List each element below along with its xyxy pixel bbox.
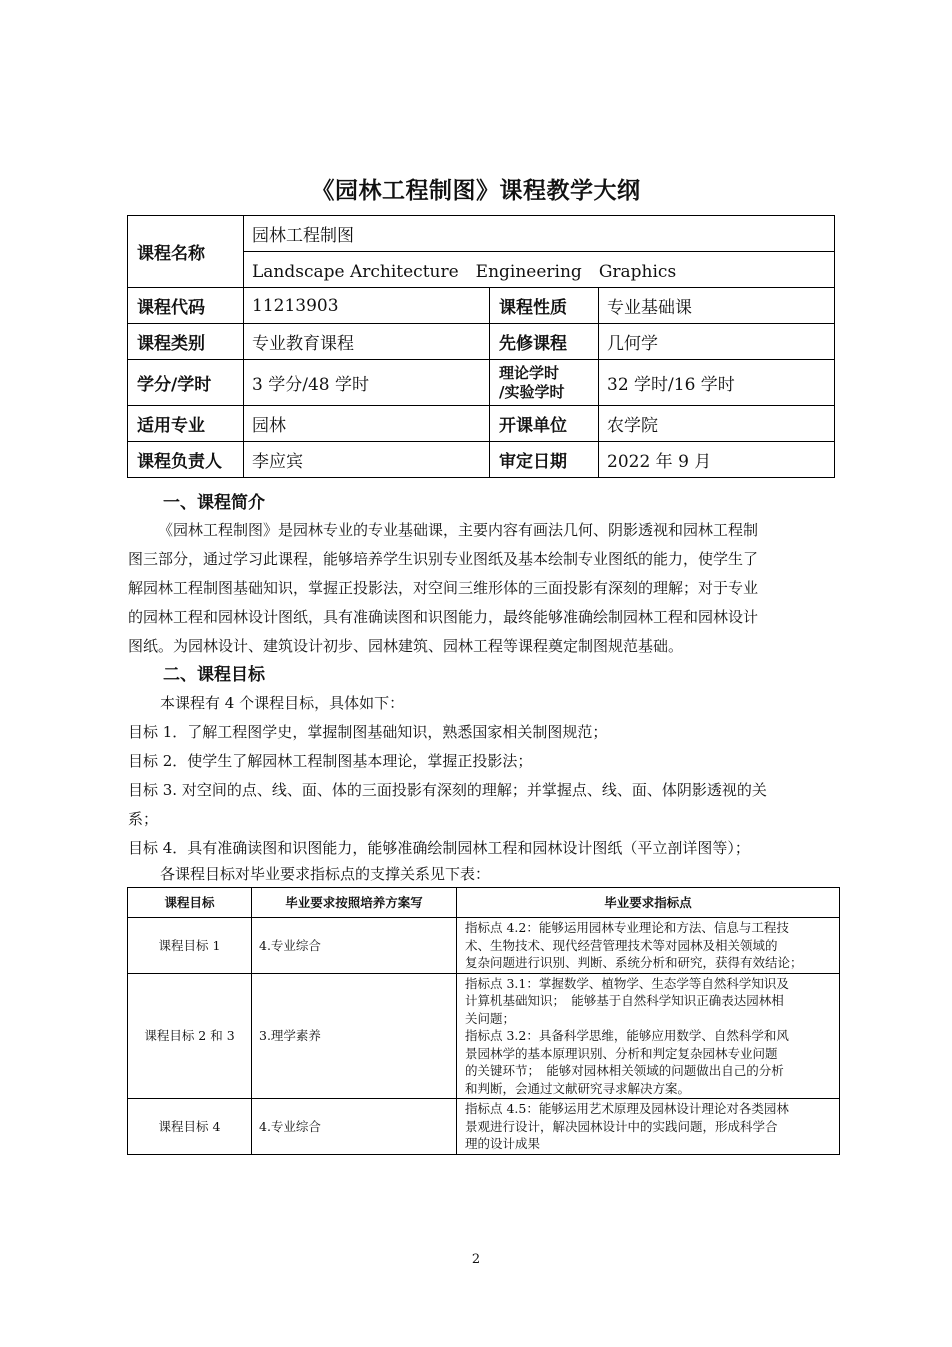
- info-row-category: [128, 324, 835, 360]
- header-goal: 课程目标: [128, 888, 252, 918]
- indicator-line: 术、生物技术、现代经营管理技术等对园林及相关领域的: [465, 937, 778, 953]
- goal-requirement-table: [127, 887, 840, 1155]
- course-name-label: 课程名称: [128, 216, 244, 288]
- table-row: [128, 1099, 840, 1155]
- owner-label: 课程负责人: [128, 442, 244, 478]
- row-indicator: [457, 973, 840, 1099]
- nature-label: 课程性质: [490, 288, 599, 324]
- row-goal: 课程目标 1: [128, 918, 252, 974]
- row-goal: 课程目标 4: [128, 1099, 252, 1155]
- goal-4: 目标 4．具有准确读图和识图能力，能够准确绘制园林工程和园林设计图纸（平立剖详图等）；: [128, 839, 750, 857]
- indicator-line: 理的设计成果: [465, 1136, 541, 1151]
- indicator-line: 计算机基础知识； 能够基于自然科学知识正确表达园林相: [465, 993, 784, 1008]
- page-title: 《园林工程制图》课程教学大纲: [311, 178, 641, 204]
- indicator-line: 关问题；: [465, 1010, 516, 1026]
- course-theory-hours: 32 学时/16 学时: [599, 360, 835, 406]
- course-nature: 专业基础课: [599, 288, 835, 324]
- indicator-line: 景园林学的基本原理识别、分析和判定复杂园林专业问题: [465, 1045, 778, 1061]
- info-row-name-cn: [128, 216, 835, 252]
- header-requirement: 毕业要求按照培养方案写: [252, 888, 457, 918]
- goal-3: 目标 3. 对空间的点、线、面、体的三面投影有深刻的理解；并掌握点、线、面、体阴影透视的关: [128, 781, 767, 799]
- date-label: 审定日期: [490, 442, 599, 478]
- prereq-label: 先修课程: [490, 324, 599, 360]
- indicator-line: 和判断，会通过文献研究寻求解决方案。: [465, 1080, 691, 1096]
- goal-1: 目标 1．了解工程图学史，掌握制图基础知识，熟悉国家相关制图规范；: [128, 723, 608, 741]
- course-code: 11213903: [244, 288, 490, 324]
- goal-2: 目标 2．使学生了解园林工程制图基本理论，掌握正投影法；: [128, 752, 533, 770]
- row-requirement: 4.专业综合: [252, 1099, 457, 1155]
- page-number: 2: [471, 1252, 481, 1267]
- course-credits: 3 学分/48 学时: [244, 360, 490, 406]
- row-requirement: 4.专业综合: [252, 918, 457, 974]
- table-row: [128, 973, 840, 1099]
- review-date: 2022 年 9 月: [599, 442, 835, 478]
- code-label: 课程代码: [128, 288, 244, 324]
- info-row-code: [128, 288, 835, 324]
- credits-label: 学分/学时: [128, 360, 244, 406]
- course-major: 园林: [244, 406, 490, 442]
- goal-3-cont: 系；: [128, 810, 159, 828]
- info-row-major: [128, 406, 835, 442]
- section2-heading: 二、课程目标: [163, 665, 265, 685]
- table-header-row: [128, 888, 840, 918]
- course-dept: 农学院: [599, 406, 835, 442]
- theory-label-line2: /实验学时: [499, 382, 565, 401]
- course-name-en: Landscape Architecture Engineering Graphics: [244, 252, 835, 288]
- section1-heading: 一、课程简介: [163, 493, 265, 513]
- course-info-table: [127, 215, 835, 478]
- theory-label: [490, 360, 599, 406]
- indicator-line: 的关键环节； 能够对园林相关领域的问题做出自己的分析: [465, 1063, 784, 1078]
- section1-line: 《园林工程制图》是园林专业的专业基础课，主要内容有画法几何、阴影透视和园林工程制: [158, 521, 759, 539]
- goals-intro: 本课程有 4 个课程目标，具体如下：: [160, 694, 405, 712]
- section1-line: 图三部分，通过学习此课程，能够培养学生识别专业图纸及基本绘制专业图纸的能力，使学生了: [128, 550, 759, 568]
- course-category: 专业教育课程: [244, 324, 490, 360]
- indicator-line: 指标点 3.2：具备科学思维，能够应用数学、自然科学和风: [465, 1028, 789, 1043]
- indicator-line: 指标点 3.1：掌握数学、植物学、生态学等自然科学知识及: [465, 975, 789, 991]
- info-row-owner: [128, 442, 835, 478]
- indicator-line: 指标点 4.2：能够运用园林专业理论和方法、信息与工程技: [465, 920, 789, 935]
- category-label: 课程类别: [128, 324, 244, 360]
- indicator-line: 复杂问题进行识别、判断、系统分析和研究，获得有效结论；: [465, 955, 803, 970]
- theory-label-line1: 理论学时: [499, 363, 560, 382]
- major-label: 适用专业: [128, 406, 244, 442]
- indicator-line: 指标点 4.5：能够运用艺术原理及园林设计理论对各类园林: [465, 1101, 789, 1116]
- section1-line: 的园林工程和园林设计图纸，具有准确读图和识图能力，最终能够准确绘制园林工程和园林设计: [128, 608, 759, 626]
- row-indicator: [457, 1099, 840, 1155]
- course-owner: 李应宾: [244, 442, 490, 478]
- row-goal: 课程目标 2 和 3: [128, 973, 252, 1099]
- section1-line: 解园林工程制图基础知识，掌握正投影法，对空间三维形体的三面投影有深刻的理解；对于专业: [128, 579, 759, 597]
- row-indicator: [457, 918, 840, 974]
- course-prereq: 几何学: [599, 324, 835, 360]
- course-name-cn: 园林工程制图: [244, 216, 835, 252]
- table-intro: 各课程目标对毕业要求指标点的支撑关系见下表：: [160, 865, 491, 883]
- indicator-line: 景观进行设计，解决园林设计中的实践问题，形成科学合: [465, 1118, 778, 1134]
- section1-body: [128, 516, 834, 661]
- section1-line: 图纸。为园林设计、建筑设计初步、园林建筑、园林工程等课程奠定制图规范基础。: [128, 637, 684, 655]
- header-indicator: 毕业要求指标点: [457, 888, 840, 918]
- info-row-credits: [128, 360, 835, 406]
- row-requirement: 3.理学素养: [252, 973, 457, 1099]
- dept-label: 开课单位: [490, 406, 599, 442]
- table-row: [128, 918, 840, 974]
